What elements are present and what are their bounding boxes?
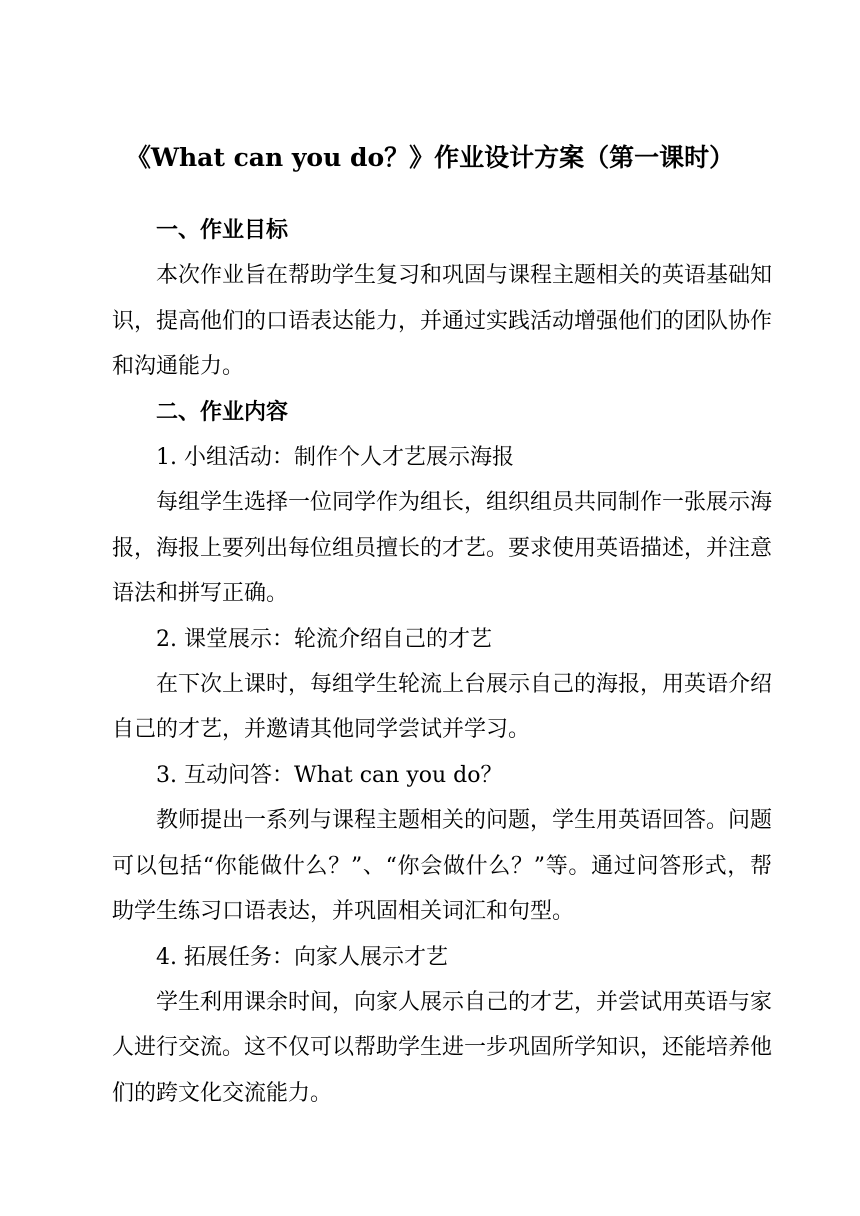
- item-title-class-presentation: 2. 课堂展示：轮流介绍自己的才艺: [156, 626, 492, 652]
- item-paragraph-extension-task: 学生利用课余时间，向家人展示自己的才艺，并尝试用英语与家人进行交流。这不仅可以帮助学生进一步巩固所学知识，还能培养他们的跨文化交流能力。: [112, 989, 773, 1106]
- item-title-group-activity: 1. 小组活动：制作个人才艺展示海报: [156, 445, 514, 471]
- section-heading-goals: 一、作业目标: [156, 217, 289, 243]
- goals-paragraph: 本次作业旨在帮助学生复习和巩固与课程主题相关的英语基础知识，提高他们的口语表达能力，并通过实践活动增强他们的团队协作和沟通能力。: [112, 263, 773, 380]
- item-paragraph-group-activity: 每组学生选择一位同学作为组长，组织组员共同制作一张展示海报，海报上要列出每位组员擅长的才艺。要求使用英语描述，并注意语法和拼写正确。: [112, 490, 773, 607]
- item-title-interactive-qa: 3. 互动问答：What can you do？: [156, 762, 503, 788]
- document-title: 《What can you do？》作业设计方案（第一课时）: [125, 143, 735, 172]
- section-heading-content: 二、作业内容: [156, 398, 289, 425]
- item-paragraph-interactive-qa: 教师提出一系列与课程主题相关的问题，学生用英语回答。问题可以包括“你能做什么？”、“你会做什么？”等。通过问答形式，帮助学生练习口语表达，并巩固相关词汇和句型。: [112, 808, 773, 925]
- item-title-extension-task: 4. 拓展任务：向家人展示才艺: [156, 944, 448, 970]
- document-body: [112, 208, 772, 1116]
- item-paragraph-class-presentation: 在下次上课时，每组学生轮流上台展示自己的海报，用英语介绍自己的才艺，并邀请其他同学尝试并学习。: [112, 672, 773, 743]
